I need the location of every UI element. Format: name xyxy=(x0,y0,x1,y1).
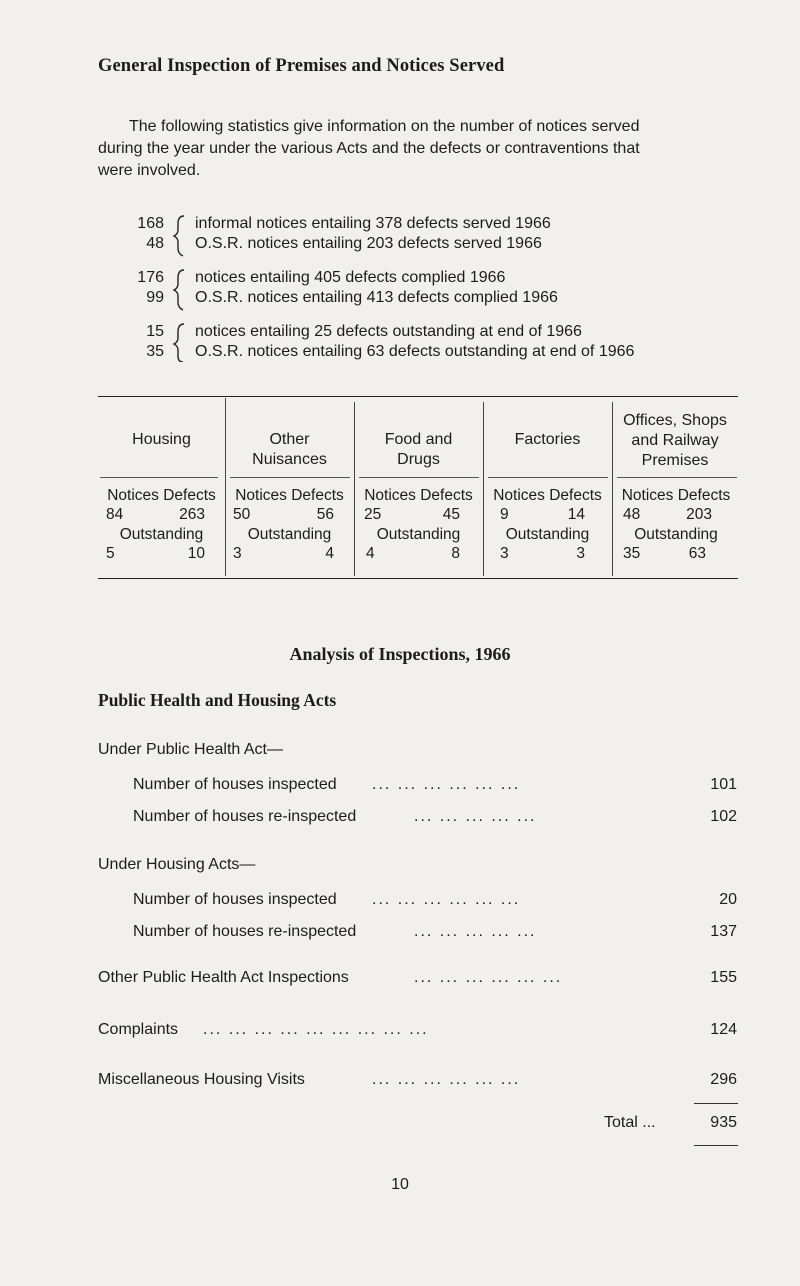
header-line: Factories xyxy=(514,431,581,448)
stat-number: 168 xyxy=(137,215,164,232)
header-line: Drugs xyxy=(397,451,440,468)
defects-value: 203 xyxy=(686,506,712,523)
row-label: Complaints xyxy=(98,1021,179,1038)
defects-value: 263 xyxy=(179,506,205,523)
outstanding-notices-value: 35 xyxy=(623,545,641,562)
stat-number: 15 xyxy=(146,323,164,340)
row-label: Number of houses re-inspected xyxy=(133,808,357,825)
row-value: 137 xyxy=(710,923,737,940)
stat-text: O.S.R. notices entailing 203 defects served 1966 xyxy=(195,235,542,252)
row-label: Other Public Health Act Inspections xyxy=(98,969,349,986)
stat-text: O.S.R. notices entailing 63 defects outstanding at end of 1966 xyxy=(195,343,635,360)
outstanding-label: Outstanding xyxy=(634,526,718,543)
header-line: and Railway xyxy=(631,432,719,449)
header-other-nuisances xyxy=(225,430,354,470)
outstanding-defects-value: 63 xyxy=(688,545,706,562)
header-line: Housing xyxy=(132,431,191,448)
notices-value: 84 xyxy=(106,506,124,523)
header-housing xyxy=(98,430,225,450)
notices-value: 50 xyxy=(233,506,251,523)
header-line: Premises xyxy=(641,452,709,469)
leader-dots: ... ... ... ... ... ... ... ... ... xyxy=(203,1021,429,1038)
notices-value: 48 xyxy=(623,506,641,523)
defects-value: 14 xyxy=(567,506,585,523)
total-rule-top xyxy=(694,1103,738,1104)
outstanding-notices-value: 5 xyxy=(106,545,115,562)
stat-number: 176 xyxy=(137,269,164,286)
stat-number: 99 xyxy=(146,289,164,306)
outstanding-notices-value: 4 xyxy=(366,545,375,562)
header-food-and-drugs xyxy=(354,430,483,470)
header-line: Nuisances xyxy=(252,451,327,468)
outstanding-defects-value: 3 xyxy=(576,545,585,562)
intro-line: were involved. xyxy=(98,162,201,179)
housing-heading: Under Housing Acts— xyxy=(98,856,256,873)
header-factories xyxy=(483,430,612,450)
stat-text: notices entailing 25 defects outstanding at end of 1966 xyxy=(195,323,582,340)
section-title: General Inspection of Premises and Notices Served xyxy=(98,56,505,76)
intro-line: The following statistics give information on the number of notices served xyxy=(129,118,640,135)
header-rule xyxy=(359,477,479,478)
header-line: Other xyxy=(269,431,310,448)
header-offices-shops xyxy=(612,411,738,471)
outstanding-label: Outstanding xyxy=(247,526,332,543)
total-rule-bottom xyxy=(694,1145,738,1146)
leader-dots: ... ... ... ... ... xyxy=(414,808,537,825)
row-value: 101 xyxy=(710,776,737,793)
row-value: 155 xyxy=(710,969,737,986)
table-bottom-rule xyxy=(98,578,738,579)
outstanding-label: Outstanding xyxy=(376,526,461,543)
row-value: 102 xyxy=(710,808,737,825)
outstanding-notices-value: 3 xyxy=(233,545,242,562)
leader-dots: ... ... ... ... ... ... xyxy=(372,1071,521,1088)
outstanding-label: Outstanding xyxy=(505,526,590,543)
notices-defects-label: Notices Defects xyxy=(235,487,344,504)
stat-text: informal notices entailing 378 defects served 1966 xyxy=(195,215,551,232)
analysis-subtitle: Public Health and Housing Acts xyxy=(98,690,337,710)
header-rule xyxy=(230,477,350,478)
row-label: Number of houses re-inspected xyxy=(133,923,357,940)
row-label: Miscellaneous Housing Visits xyxy=(98,1071,305,1088)
header-line: Food and xyxy=(384,431,453,448)
stat-number: 35 xyxy=(146,343,164,360)
row-label: Number of houses inspected xyxy=(133,776,337,793)
stat-number: 48 xyxy=(146,235,164,252)
header-rule xyxy=(100,477,218,478)
header-line: Offices, Shops xyxy=(623,412,727,429)
table-top-rule xyxy=(98,396,738,397)
defects-value: 56 xyxy=(316,506,334,523)
analysis-title: Analysis of Inspections, 1966 xyxy=(289,644,511,664)
notices-defects-label: Notices Defects xyxy=(621,487,731,504)
total-value: 935 xyxy=(710,1114,737,1131)
notices-defects-label: Notices Defects xyxy=(107,487,216,504)
outstanding-defects-value: 8 xyxy=(451,545,460,562)
outstanding-defects-value: 10 xyxy=(187,545,205,562)
header-rule xyxy=(488,477,608,478)
leader-dots: ... ... ... ... ... ... xyxy=(414,969,563,986)
leader-dots: ... ... ... ... ... xyxy=(414,923,537,940)
defects-value: 45 xyxy=(442,506,460,523)
row-value: 296 xyxy=(710,1071,737,1088)
page-number: 10 xyxy=(391,1176,409,1193)
notices-defects-label: Notices Defects xyxy=(493,487,602,504)
notices-value: 25 xyxy=(364,506,382,523)
outstanding-notices-value: 3 xyxy=(500,545,509,562)
outstanding-label: Outstanding xyxy=(119,526,204,543)
leader-dots: ... ... ... ... ... ... xyxy=(372,891,521,908)
notices-value: 9 xyxy=(500,506,509,523)
row-value: 124 xyxy=(710,1021,737,1038)
brace-icon xyxy=(170,212,190,362)
row-label: Number of houses inspected xyxy=(133,891,337,908)
intro-line: during the year under the various Acts and the defects or contraventions that xyxy=(98,140,640,157)
intro-paragraph xyxy=(98,116,738,182)
stat-text: O.S.R. notices entailing 413 defects complied 1966 xyxy=(195,289,558,306)
public-health-heading: Under Public Health Act— xyxy=(98,741,283,758)
notices-defects-label: Notices Defects xyxy=(364,487,473,504)
row-value: 20 xyxy=(719,891,737,908)
leader-dots: ... ... ... ... ... ... xyxy=(372,776,521,793)
header-rule xyxy=(617,477,737,478)
outstanding-defects-value: 4 xyxy=(325,545,334,562)
stat-text: notices entailing 405 defects complied 1966 xyxy=(195,269,506,286)
total-label: Total ... xyxy=(604,1114,656,1131)
